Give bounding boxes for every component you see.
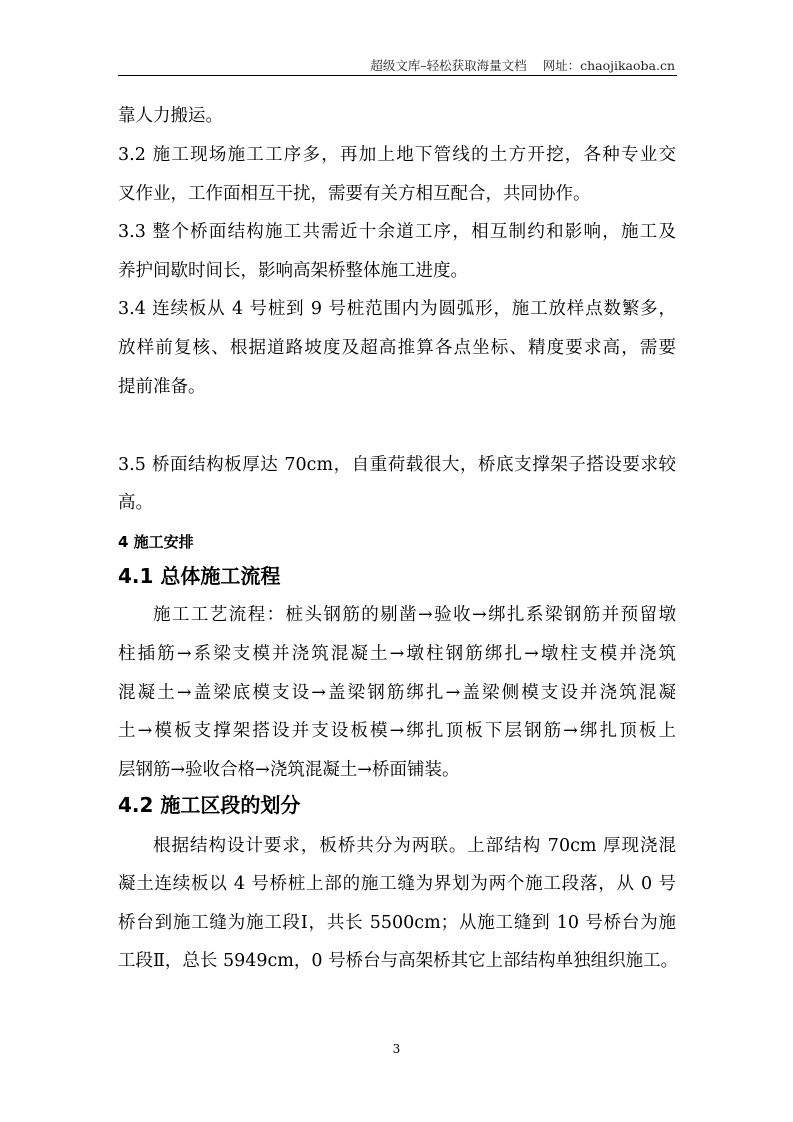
text-line: 3.4 连续板从 4 号桩到 9 号桩范围内为圆弧形，施工放样点数繁多， (118, 299, 676, 319)
text-line: 3.3 整个桥面结构施工共需近十余道工序，相互制约和影响，施工及 (118, 222, 676, 242)
section-heading-4: 4 施工安排 (118, 533, 194, 551)
page-number: 3 (392, 1042, 401, 1056)
text-line: 柱插筋→系梁支模并浇筑混凝土→墩柱钢筋绑扎→墩柱支模并浇筑 (118, 644, 676, 664)
text-line: 高。 (118, 493, 153, 513)
page-header (370, 56, 675, 74)
header-rule (118, 75, 677, 76)
text-line: 根据结构设计要求，板桥共分为两联。上部结构 70cm 厚现浇混 (153, 836, 676, 856)
text-line: 养护间歇时间长，影响高架桥整体施工进度。 (118, 261, 468, 281)
text-line: 3.5 桥面结构板厚达 70cm，自重荷载很大，桥底支撑架子搭设要求较 (118, 455, 676, 475)
text-line: 施工工艺流程：桩头钢筋的剔凿→验收→绑扎系梁钢筋并预留墩 (153, 605, 676, 625)
text-line: 工段Ⅱ，总长 5949cm，0 号桥台与高架桥其它上部结构单独组织施工。 (118, 951, 679, 971)
section-heading-4-2: 4.2 施工区段的划分 (118, 793, 301, 817)
text-line: 放样前复核、根据道路坡度及超高推算各点坐标、精度要求高，需要 (118, 338, 676, 358)
text-line: 混凝土→盖梁底模支设→盖梁钢筋绑扎→盖梁侧模支设并浇筑混凝 (118, 683, 676, 703)
text-line: 土→模板支撑架搭设并支设板模→绑扎顶板下层钢筋→绑扎顶板上 (118, 721, 676, 741)
header-site: 超级文库–轻松获取海量文档 (370, 58, 527, 73)
text-line: 靠人力搬运。 (118, 106, 223, 126)
section-heading-4-1: 4.1 总体施工流程 (118, 564, 281, 588)
text-line: 凝土连续板以 4 号桥桩上部的施工缝为界划为两个施工段落，从 0 号 (118, 874, 676, 894)
text-line: 层钢筋→验收合格→浇筑混凝土→桥面铺装。 (118, 760, 460, 780)
text-line: 3.2 施工现场施工工序多，再加上地下管线的土方开挖，各种专业交 (118, 145, 676, 165)
text-line: 提前准备。 (118, 377, 206, 397)
header-url: 网址：chaojikaoba.cn (542, 58, 675, 73)
text-line: 桥台到施工缝为施工段Ⅰ，共长 5500cm；从施工缝到 10 号桥台为施 (118, 913, 676, 933)
text-line: 叉作业，工作面相互干扰，需要有关方相互配合，共同协作。 (118, 184, 591, 204)
